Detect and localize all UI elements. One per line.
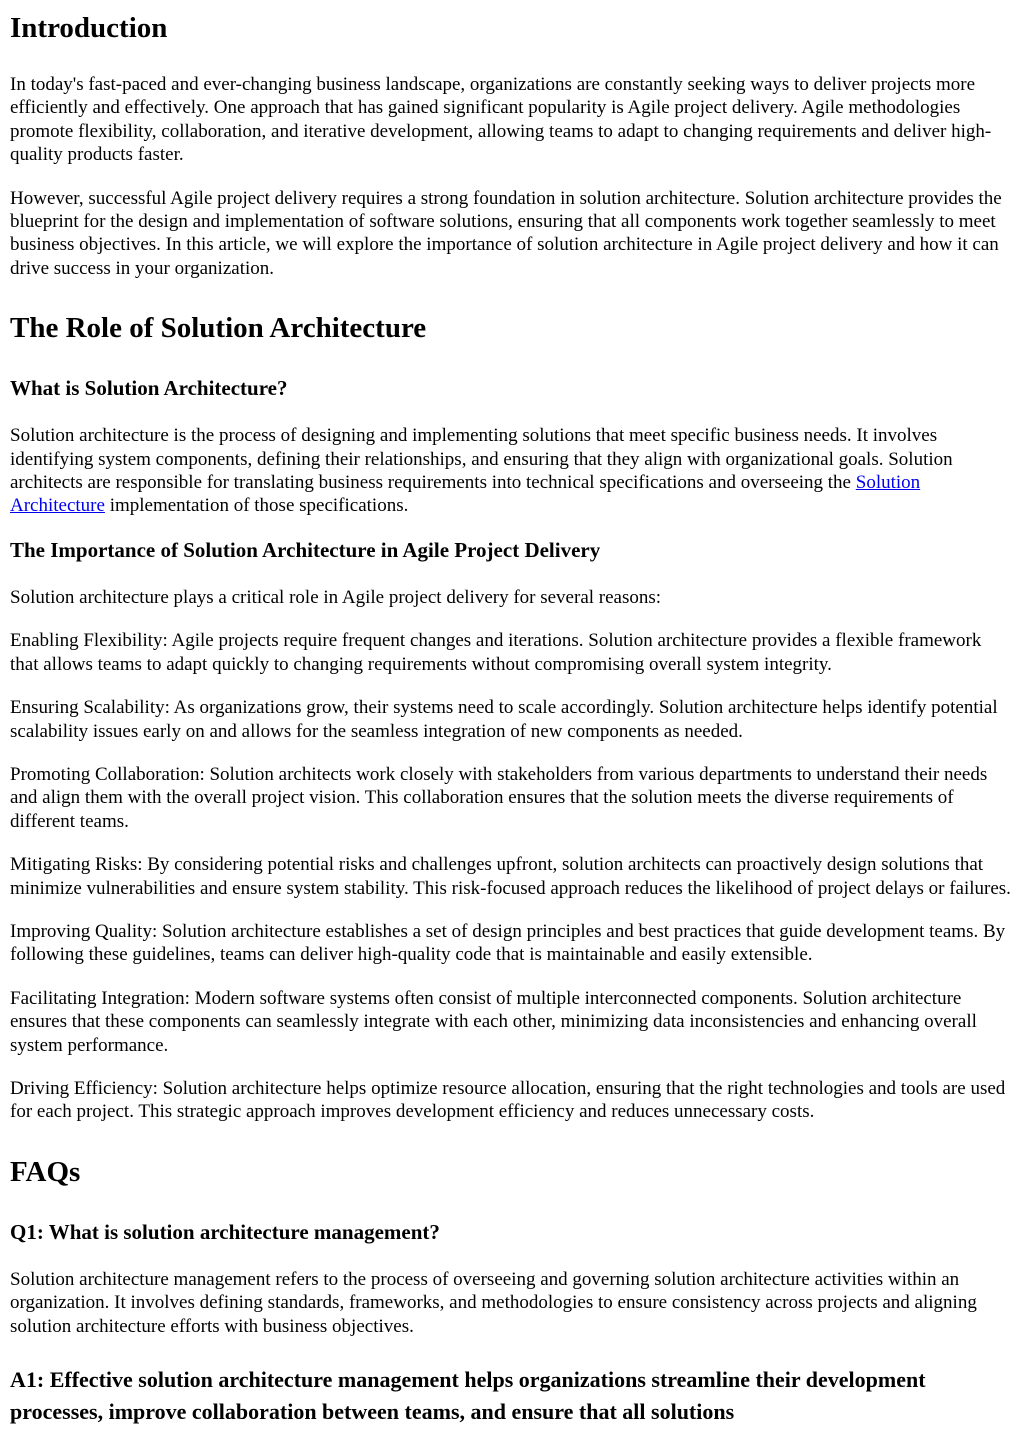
what-is-heading: What is Solution Architecture?: [10, 376, 288, 401]
faq-question-1: Q1: What is solution architecture management?: [10, 1219, 440, 1244]
faq-answer-paragraph-1: Solution architecture management refers to the process of overseeing and governing solution architecture activities within an organization. It involves defining standards, frameworks, and methodologies to ensure consistency across projects and aligning solution architecture efforts with business objectives.: [10, 1268, 977, 1337]
reason-paragraph: Driving Efficiency: Solution architecture helps optimize resource allocation, ensuring that the right technologies and tools are used for each project. This strategic approach improves development efficiency and reduces unnecessary costs.: [10, 1077, 1006, 1123]
role-heading: The Role of Solution Architecture: [10, 312, 427, 345]
reason-paragraph: Enabling Flexibility: Agile projects require frequent changes and iterations. Solution architecture provides a flexible framework that allows teams to adapt quickly to changing requirements without compromising overall system integrity.: [10, 630, 982, 675]
importance-intro: Solution architecture plays a critical role in Agile project delivery for several reasons:: [10, 586, 662, 608]
reason-paragraph: Facilitating Integration: Modern software systems often consist of multiple interconnected components. Solution architecture ensures that these components can seamlessly integrate with each other, minimizing data inconsistencies and enhancing overall system performance.: [10, 987, 977, 1056]
intro-paragraph-2: However, successful Agile project delivery requires a strong foundation in solution architecture. Solution architecture provides the blueprint for the design and implementation of software solutions, ensuring that all components work together seamlessly to meet business objectives. In this article, we will explore the importance of solution architecture in Agile project delivery and how it can drive success in your organization.: [10, 187, 1002, 279]
reason-paragraph: Promoting Collaboration: Solution architects work closely with stakeholders from various departments to understand their needs and align them with the overall project vision. This collaboration ensures that the solution meets the diverse requirements of different teams.: [10, 763, 988, 832]
intro-heading: Introduction: [10, 12, 168, 44]
reason-paragraph: Mitigating Risks: By considering potential risks and challenges upfront, solution architects can proactively design solutions that minimize vulnerabilities and ensure system stability. This risk-focused approach reduces the likelihood of project delays or failures.: [10, 854, 1011, 899]
faq-answer-heading-1: A1: Effective solution architecture management helps organizations streamline their development processes, improve collaboration between teams, and ensure that all solutions: [10, 1367, 926, 1424]
what-is-text-after: implementation of those specifications.: [104, 495, 409, 517]
faqs-heading: FAQs: [10, 1155, 81, 1188]
importance-heading: The Importance of Solution Architecture in Agile Project Delivery: [10, 537, 601, 562]
solution-architecture-link[interactable]: Solution Architecture: [10, 472, 921, 517]
reason-paragraph: Ensuring Scalability: As organizations grow, their systems need to scale accordingly. Solution architecture helps identify potential scalability issues early on and allows for the seamless integration of new components as needed.: [10, 697, 998, 742]
what-is-text-before: Solution architecture is the process of designing and implementing solutions that meet specific business needs. It involves identifying system components, defining their relationships, and ensuring that they align with organizational goals. Solution architects are responsible for translating business requirements into technical specifications and overseeing the: [10, 425, 953, 494]
intro-paragraph-1: In today's fast-paced and ever-changing business landscape, organizations are constantly seeking ways to deliver projects more efficiently and effectively. One approach that has gained significant popularity is Agile project delivery. Agile methodologies promote flexibility, collaboration, and iterative development, allowing teams to adapt to changing requirements and deliver high-quality products faster.: [10, 74, 992, 166]
what-is-paragraph: [10, 424, 1012, 518]
reason-paragraph: Improving Quality: Solution architecture establishes a set of design principles and best practices that guide development teams. By following these guidelines, teams can deliver high-quality code that is maintainable and easily extensible.: [10, 920, 1006, 966]
